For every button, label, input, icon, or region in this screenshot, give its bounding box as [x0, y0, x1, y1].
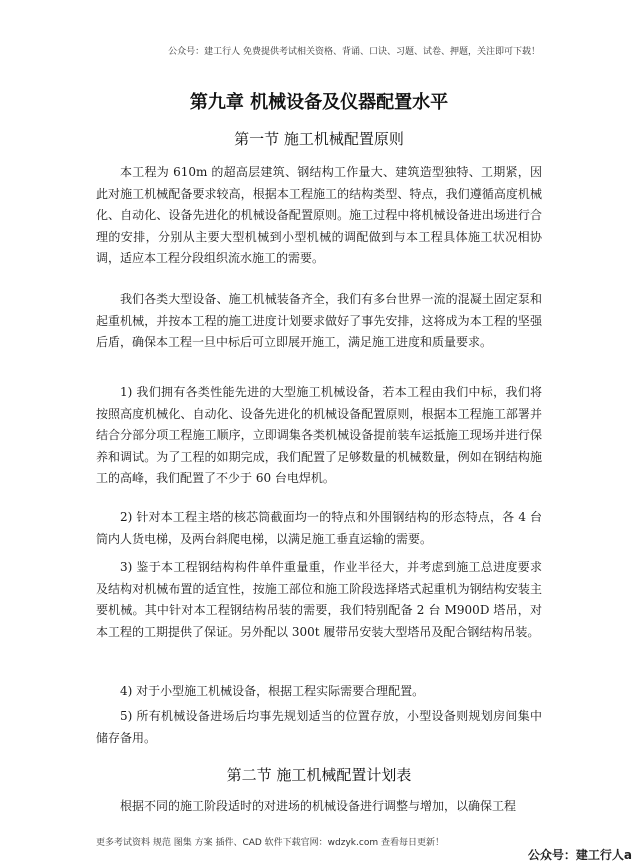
paragraph: 根据不同的施工阶段适时的对进场的机械设备进行调整与增加，以确保工程	[120, 799, 517, 813]
footer-link[interactable]: 更多考试资料 规范 图集 方案 插件、CAD 软件下载官网：wdzyk.com 查看每日更新！	[96, 838, 444, 848]
paragraph: 1) 我们拥有各类性能先进的大型施工机械设备，若本工程由我们中标，我们将按照高度机械化、自动化、设备先进化的机械设备配置原则，根据本工程施工部署并结合分部分项工程施工顺序，立即调集各类机械设备提前装车运抵施工现场并进行保养和调试。为了工程的如期完成，我们配置了足够数量的机械数量，例如在钢结构施工的高峰，我们配置了不少于 60 台电焊机。	[96, 385, 542, 486]
section-title-1: 第一节 施工机械配置原则	[234, 130, 404, 148]
chapter-title: 第九章 机械设备及仪器配置水平	[189, 92, 449, 113]
section-title-2: 第二节 施工机械配置计划表	[226, 766, 412, 784]
paragraph: 3) 鉴于本工程钢结构构件单件重量重，作业半径大，并考虑到施工总进度要求及结构对机械布置的适宜性，按施工部位和施工阶段选择塔式起重机为钢结构安装主要机械。其中针对本工程钢结构吊装的需要，我们特别配备 2 台 M900D 塔吊，对本工程的工期提供了保证。另外配以 300t 履带吊安装大型塔吊及配合钢结构吊装。	[96, 560, 542, 639]
header-note: 公众号：建工行人 免费提供考试相关资格、背诵、口诀、习题、试卷、押题，关注即可下载！	[168, 47, 540, 57]
paragraph: 4) 对于小型施工机械设备，根据工程实际需要合理配置。	[120, 684, 425, 698]
paragraph: 本工程为 610m 的超高层建筑、钢结构工作量大、建筑造型独特、工期紧，因此对施工机械配备要求较高，根据本工程施工的结构类型、特点，我们遵循高度机械化、自动化、设备先进化的机械设备配置原则。施工过程中将机械设备进出场进行合理的安排，分别从主要大型机械到小型机械的调配做到与本工程具体施工状况相协调，适应本工程分段组织流水施工的需要。	[96, 165, 542, 266]
paragraph: 我们各类大型设备、施工机械装备齐全，我们有多台世界一流的混凝土固定泵和起重机械，并按本工程的施工进度计划要求做好了事先安排，这将成为本工程的坚强后盾，确保本工程一旦中标后可立即展开施工，满足施工进度和质量要求。	[96, 292, 542, 350]
paragraph: 2) 针对本工程主塔的核芯筒截面均一的特点和外围钢结构的形态特点，各 4 台筒内人货电梯，及两台斜爬电梯，以满足施工垂直运输的需要。	[96, 510, 542, 546]
watermark: 公众号：建工行人a	[527, 848, 632, 862]
paragraph: 5) 所有机械设备进场后均事先规划适当的位置存放，小型设备则规划房间集中储存备用。	[96, 709, 542, 745]
